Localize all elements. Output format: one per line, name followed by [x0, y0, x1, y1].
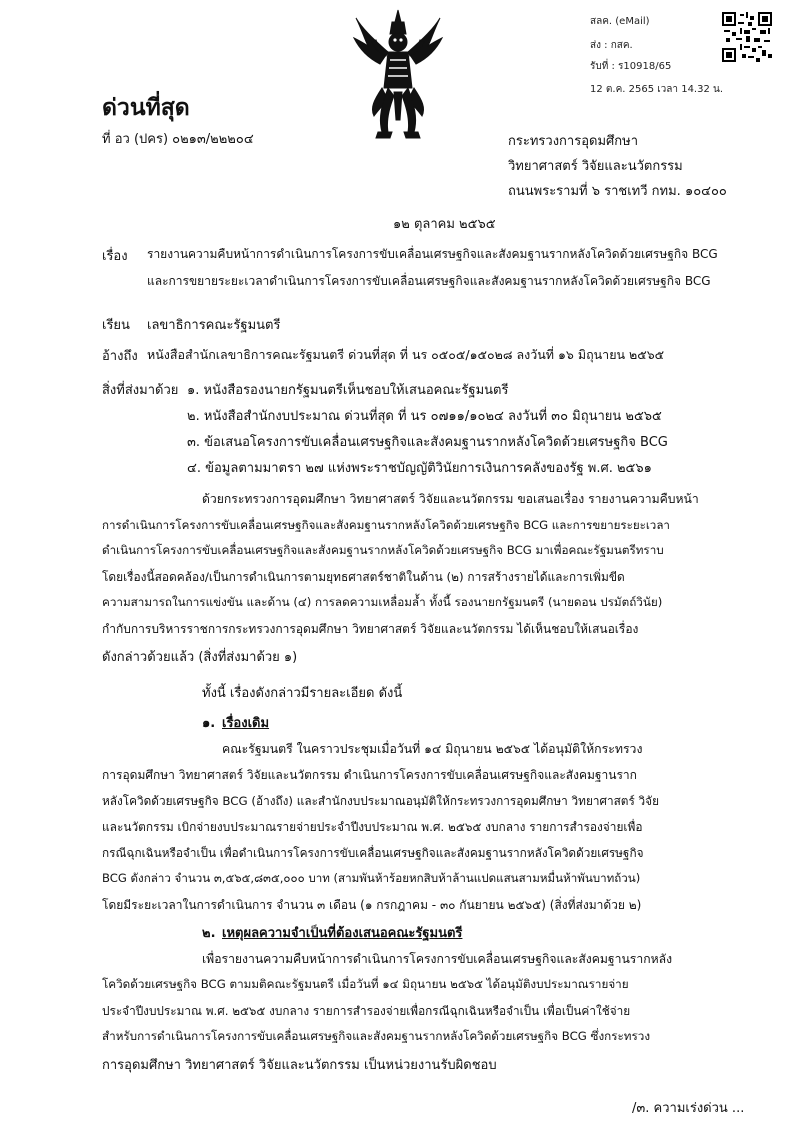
intro-line: กำกับการบริหารราชการกระทรวงการอุดมศึกษา วิทยาศาสตร์ วิจัยและนวัตกรรม ได้เห็นชอบให้เสนอเรื่อง [102, 622, 639, 636]
section-2-number: ๒. [202, 926, 216, 941]
page-continuation: /๓. ความเร่งด่วน ... [632, 1101, 745, 1116]
intro-line: การดำเนินการโครงการขับเคลื่อนเศรษฐกิจและสังคมฐานรากหลังโควิดด้วยเศรษฐกิจ BCG และการขยายระยะเวลา [102, 518, 670, 532]
urgency-label: ด่วนที่สุด [102, 95, 190, 121]
intro-line: ความสามารถในการแข่งขัน และด้าน (๔) การลดความเหลื่อมล้ำ ทั้งนี้ รองนายกรัฐมนตรี (นายดอน ปรมัตถ์วินัย) [102, 595, 663, 609]
enclosure-item: ๔. ข้อมูลตามมาตรา ๒๗ แห่งพระราชบัญญัติวินัยการเงินการคลังของรัฐ พ.ศ. ๒๕๖๑ [187, 461, 652, 476]
enclosure-item: ๓. ข้อเสนอโครงการขับเคลื่อนเศรษฐกิจและสังคมฐานรากหลังโควิดด้วยเศรษฐกิจ BCG [187, 435, 668, 450]
reference-value: หนังสือสำนักเลขาธิการคณะรัฐมนตรี ด่วนที่สุด ที่ นร ๐๕๐๕/๑๕๐๒๘ ลงวันที่ ๑๖ มิถุนายน ๒๕๖๕ [147, 347, 665, 362]
section-2-line: สำหรับการดำเนินการโครงการขับเคลื่อนเศรษฐกิจและสังคมฐานรากหลังโควิดด้วยเศรษฐกิจ BCG ซึ่งกระทรวง [102, 1029, 651, 1043]
section-2-line: ประจำปีงบประมาณ พ.ศ. ๒๕๖๕ งบกลาง รายการสำรองจ่ายเพื่อกรณีฉุกเฉินหรือจำเป็น เพื่อเป็นค่าใช้จ่าย [102, 1004, 631, 1018]
sender-org-line-2: วิทยาศาสตร์ วิจัยและนวัตกรรม [508, 159, 683, 174]
section-1-number: ๑. [202, 716, 216, 731]
section-2-line: การอุดมศึกษา วิทยาศาสตร์ วิจัยและนวัตกรรม เป็นหน่วยงานรับผิดชอบ [102, 1058, 497, 1073]
section-2-title: เหตุผลความจำเป็นที่ต้องเสนอคณะรัฐมนตรี [222, 926, 463, 941]
intro-line: โดยเรื่องนี้สอดคล้อง/เป็นการดำเนินการตามยุทธศาสตร์ชาติในด้าน (๒) การสร้างรายได้และการเพิ่มขีด [102, 570, 625, 584]
section-1-line: คณะรัฐมนตรี ในคราวประชุมเมื่อวันที่ ๑๔ มิถุนายน ๒๕๖๕ ได้อนุมัติให้กระทรวง [222, 742, 643, 756]
section-2-line: เพื่อรายงานความคืบหน้าการดำเนินการโครงการขับเคลื่อนเศรษฐกิจและสังคมฐานรากหลัง [202, 952, 673, 966]
reference-label: อ้างถึง [102, 349, 138, 364]
addressee-value: เลขาธิการคณะรัฐมนตรี [147, 318, 281, 333]
section-1-line: หลังโควิดด้วยเศรษฐกิจ BCG (อ้างถึง) และสำนักงบประมาณอนุมัติให้กระทรวงการอุดมศึกษา วิทยาศาสตร์ วิจัย [102, 794, 660, 808]
details-intro: ทั้งนี้ เรื่องดังกล่าวมีรายละเอียด ดังนี้ [202, 686, 403, 701]
section-1-title: เรื่องเดิม [222, 716, 270, 731]
section-2-line: โควิดด้วยเศรษฐกิจ BCG ตามมติคณะรัฐมนตรี เมื่อวันที่ ๑๔ มิถุนายน ๒๕๖๕ ได้อนุมัติงบประมาณรายจ่าย [102, 977, 629, 991]
sender-org-address: ถนนพระรามที่ ๖ ราชเทวี กทม. ๑๐๔๐๐ [508, 184, 727, 199]
stamp-line-1: สลค. (eMail) [590, 16, 650, 27]
enclosure-item: ๒. หนังสือสำนักงบประมาณ ด่วนที่สุด ที่ นร ๐๗๑๑/๑๐๒๔ ลงวันที่ ๓๐ มิถุนายน ๒๕๖๕ [187, 409, 662, 424]
garuda-emblem-icon [352, 8, 444, 140]
section-1-line: กรณีฉุกเฉินหรือจำเป็น เพื่อดำเนินการโครงการขับเคลื่อนเศรษฐกิจและสังคมฐานรากหลังโควิดด้วยเศรษฐกิจ [102, 846, 644, 860]
section-1-line: BCG ดังกล่าว จำนวน ๓,๕๖๕,๘๓๕,๐๐๐ บาท (สามพันห้าร้อยหกสิบห้าล้านแปดแสนสามหมื่นห้าพันบาทถ้วน) [102, 871, 641, 885]
intro-line: ดังกล่าวด้วยแล้ว (สิ่งที่ส่งมาด้วย ๑) [102, 650, 298, 665]
addressee-label: เรียน [102, 318, 130, 333]
sender-org-line-1: กระทรวงการอุดมศึกษา [508, 134, 638, 149]
section-1-line: โดยมีระยะเวลาในการดำเนินการ จำนวน ๓ เดือน (๑ กรกฎาคม - ๓๐ กันยายน ๒๕๖๕) (สิ่งที่ส่งมาด้วย ๒) [102, 898, 642, 912]
intro-line: ด้วยกระทรวงการอุดมศึกษา วิทยาศาสตร์ วิจัยและนวัตกรรม ขอเสนอเรื่อง รายงานความคืบหน้า [202, 492, 699, 506]
stamp-line-4: 12 ต.ค. 2565 เวลา 14.32 น. [590, 84, 724, 95]
enclosure-item: ๑. หนังสือรองนายกรัฐมนตรีเห็นชอบให้เสนอคณะรัฐมนตรี [187, 383, 509, 398]
intro-line: ดำเนินการโครงการขับเคลื่อนเศรษฐกิจและสังคมฐานรากหลังโควิดด้วยเศรษฐกิจ BCG มาเพื่อคณะรัฐมนตรีทราบ [102, 543, 664, 557]
subject-label: เรื่อง [102, 249, 128, 264]
section-1-line: และนวัตกรรม เบิกจ่ายงบประมาณรายจ่ายประจำปีงบประมาณ พ.ศ. ๒๕๖๕ งบกลาง รายการสำรองจ่ายเพื่อ [102, 820, 643, 834]
subject-line-1: รายงานความคืบหน้าการดำเนินการโครงการขับเคลื่อนเศรษฐกิจและสังคมฐานรากหลังโควิดด้วยเศรษฐกิจ BCG [147, 247, 718, 261]
section-1-line: การอุดมศึกษา วิทยาศาสตร์ วิจัยและนวัตกรรม ดำเนินการโครงการขับเคลื่อนเศรษฐกิจและสังคมฐานราก [102, 768, 637, 782]
qr-code-icon [722, 12, 772, 62]
document-date: ๑๒ ตุลาคม ๒๕๖๕ [393, 217, 496, 232]
stamp-line-3: รับที่ : ร10918/65 [590, 61, 672, 72]
document-number: ที่ อว (ปคร) ๐๒๑๓/๒๒๒๐๔ [102, 132, 254, 147]
stamp-line-2: ส่ง : กสค. [590, 40, 633, 51]
enclosures-label: สิ่งที่ส่งมาด้วย [102, 383, 179, 398]
subject-line-2: และการขยายระยะเวลาดำเนินการโครงการขับเคลื่อนเศรษฐกิจและสังคมฐานรากหลังโควิดด้วยเศรษฐกิจ BCG [147, 274, 711, 288]
